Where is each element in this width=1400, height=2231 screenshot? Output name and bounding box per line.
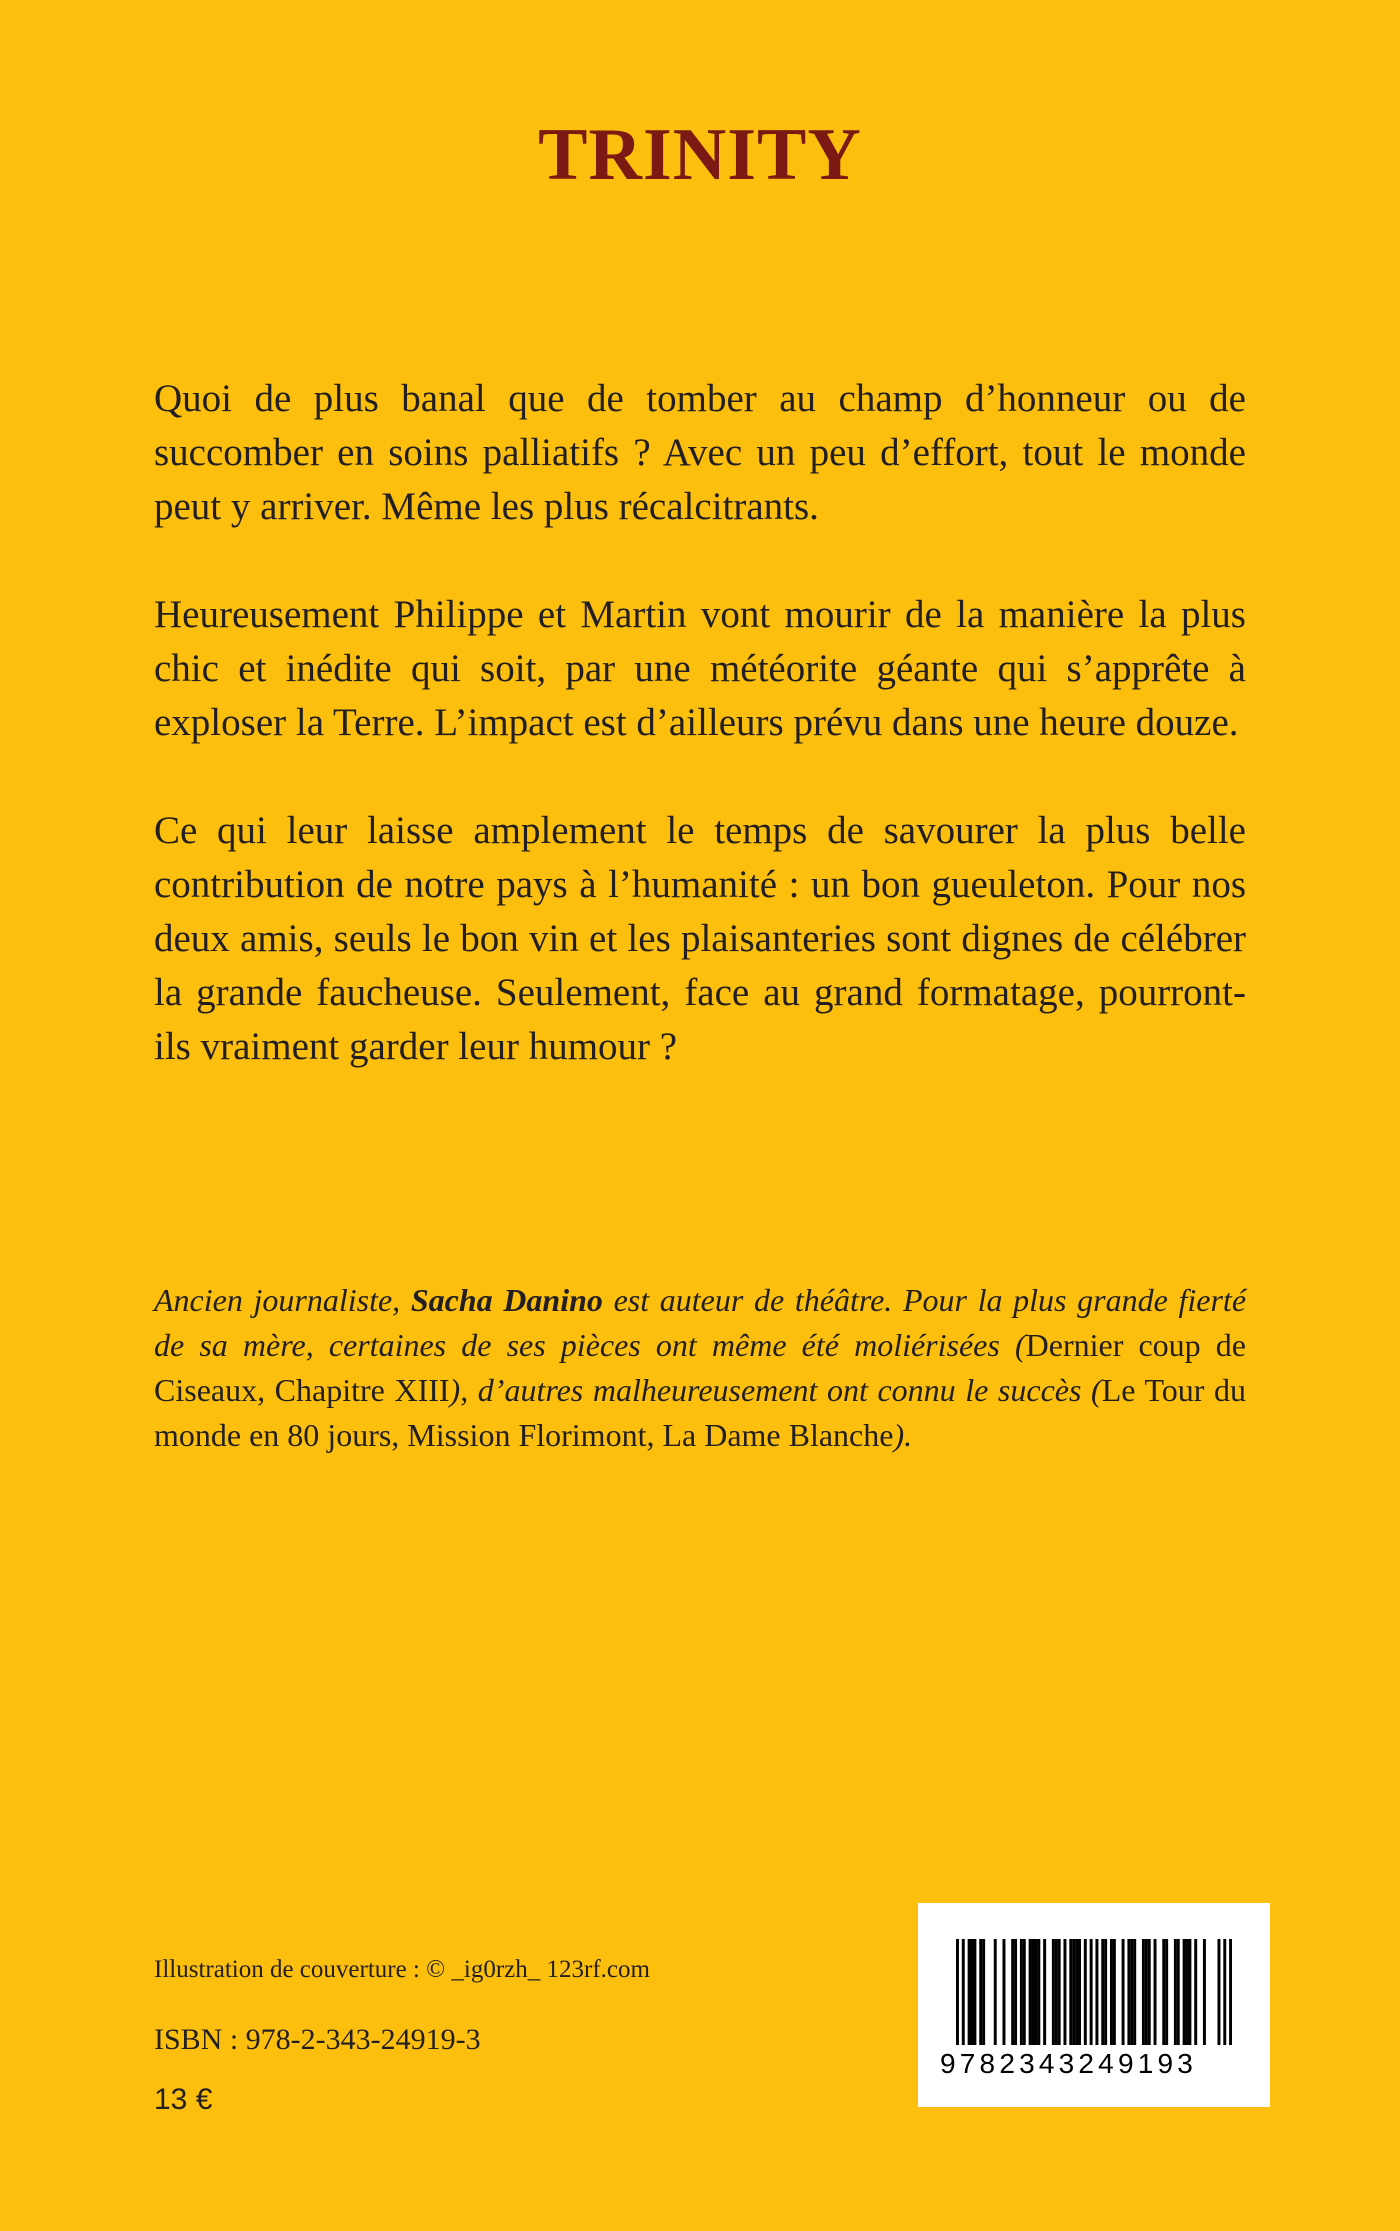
barcode-bar <box>979 1939 982 2045</box>
bio-works: Le Tour du monde en 80 jours, Mission Florimont, La Dame Blanche <box>154 1372 1247 1453</box>
barcode-bar <box>1090 1939 1093 2045</box>
barcode-bar <box>1110 1939 1113 2045</box>
bio-works: Dernier coup de Ciseaux, Chapitre XIII <box>154 1327 1247 1408</box>
isbn: ISBN : 978-2-343-24919-3 <box>154 2023 481 2056</box>
barcode-bar <box>1078 1939 1081 2045</box>
barcode-bar <box>1130 1939 1133 2045</box>
barcode <box>918 1903 1270 2107</box>
barcode-bar <box>1011 1939 1014 2045</box>
barcode-bars <box>956 1939 1232 2049</box>
barcode-bar <box>1084 1939 1087 2045</box>
bio-text: ). <box>893 1417 913 1453</box>
barcode-bar <box>1058 1939 1061 2045</box>
barcode-bar <box>1020 1939 1023 2045</box>
barcode-bar <box>1032 1939 1035 2045</box>
barcode-bar <box>1127 1939 1130 2045</box>
barcode-bar <box>1122 1939 1125 2045</box>
barcode-bar <box>971 1939 974 2045</box>
price: 13 € <box>154 2083 213 2116</box>
barcode-bar <box>1037 1939 1040 2045</box>
barcode-bar <box>973 1939 976 2045</box>
barcode-bar <box>1223 1939 1226 2045</box>
barcode-bar <box>1133 1939 1136 2045</box>
barcode-bar <box>1174 1939 1177 2045</box>
illustration-credit: Illustration de couverture : © _ig0rzh_ 123rf.com <box>154 1956 650 1983</box>
barcode-digits: 9782343249193 <box>940 2048 1198 2079</box>
book-title: TRINITY <box>538 114 862 196</box>
barcode-bar <box>956 1939 959 2045</box>
barcode-bar <box>1034 1939 1037 2045</box>
author-bio <box>154 1278 1246 1458</box>
barcode-bar <box>1072 1939 1075 2045</box>
synopsis-paragraph: Heureusement Philippe et Martin vont mourir de la manière la plus chic et inédite qui soit, par une météorite géante qui s’apprête à exploser la Terre. L’impact est d’ailleurs prévu dans une heure douze. <box>154 593 1246 744</box>
barcode-bar <box>1113 1939 1116 2045</box>
barcode-bar <box>1183 1939 1186 2045</box>
barcode-bar <box>1095 1939 1098 2045</box>
barcode-bar <box>1145 1939 1148 2045</box>
barcode-bar <box>1069 1939 1072 2045</box>
barcode-bar <box>1052 1939 1055 2045</box>
barcode-bar <box>1177 1939 1180 2045</box>
barcode-bar <box>994 1939 997 2045</box>
bio-text: Ancien journaliste, <box>154 1282 411 1318</box>
barcode-bar <box>1063 1939 1066 2045</box>
barcode-bar <box>1188 1939 1191 2045</box>
barcode-bar <box>1203 1939 1206 2045</box>
barcode-bar <box>1002 1939 1005 2045</box>
barcode-bar <box>962 1939 965 2045</box>
barcode-bar <box>1023 1939 1026 2045</box>
bio-text: est auteur de théâtre. Pour la plus grande fierté de sa mère, certaines de ses pièces ont même été moliérisées ( <box>154 1282 1247 1363</box>
synopsis-paragraph: Ce qui leur laisse amplement le temps de savourer la plus belle contribution de notre pays à l’humanité : un bon gueuleton. Pour nos deux amis, seuls le bon vin et les plaisanteries sont dignes de célébrer la grande faucheuse. Seulement, face au grand formatage, pourront-ils vraiment garder leur humour ? <box>154 809 1246 1068</box>
synopsis <box>154 372 1246 1128</box>
barcode-bar <box>1217 1939 1220 2045</box>
barcode-bar <box>1165 1939 1168 2045</box>
author-name: Sacha Danino <box>410 1282 603 1318</box>
barcode-bar <box>1075 1939 1078 2045</box>
barcode-bar <box>1104 1939 1107 2045</box>
barcode-bar <box>1162 1939 1165 2045</box>
barcode-bar <box>1014 1939 1017 2045</box>
barcode-bar <box>1229 1939 1232 2045</box>
barcode-bar <box>1142 1939 1145 2045</box>
barcode-bar <box>1186 1939 1189 2045</box>
barcode-bar <box>1055 1939 1058 2045</box>
barcode-bar <box>1194 1939 1197 2045</box>
barcode-bar <box>1154 1939 1157 2045</box>
barcode-bar <box>1029 1939 1032 2045</box>
synopsis-paragraph: Quoi de plus banal que de tomber au champ d’honneur ou de succomber en soins palliatifs ? Avec un peu d’effort, tout le monde peut y arriver. Même les plus récalcitrants. <box>154 377 1246 528</box>
bio-text: ), d’autres malheureusement ont connu le succès ( <box>449 1372 1102 1408</box>
barcode-bar <box>1101 1939 1104 2045</box>
barcode-bar <box>1148 1939 1151 2045</box>
barcode-bar <box>968 1939 971 2045</box>
barcode-bar <box>1043 1939 1046 2045</box>
barcode-bar <box>982 1939 985 2045</box>
